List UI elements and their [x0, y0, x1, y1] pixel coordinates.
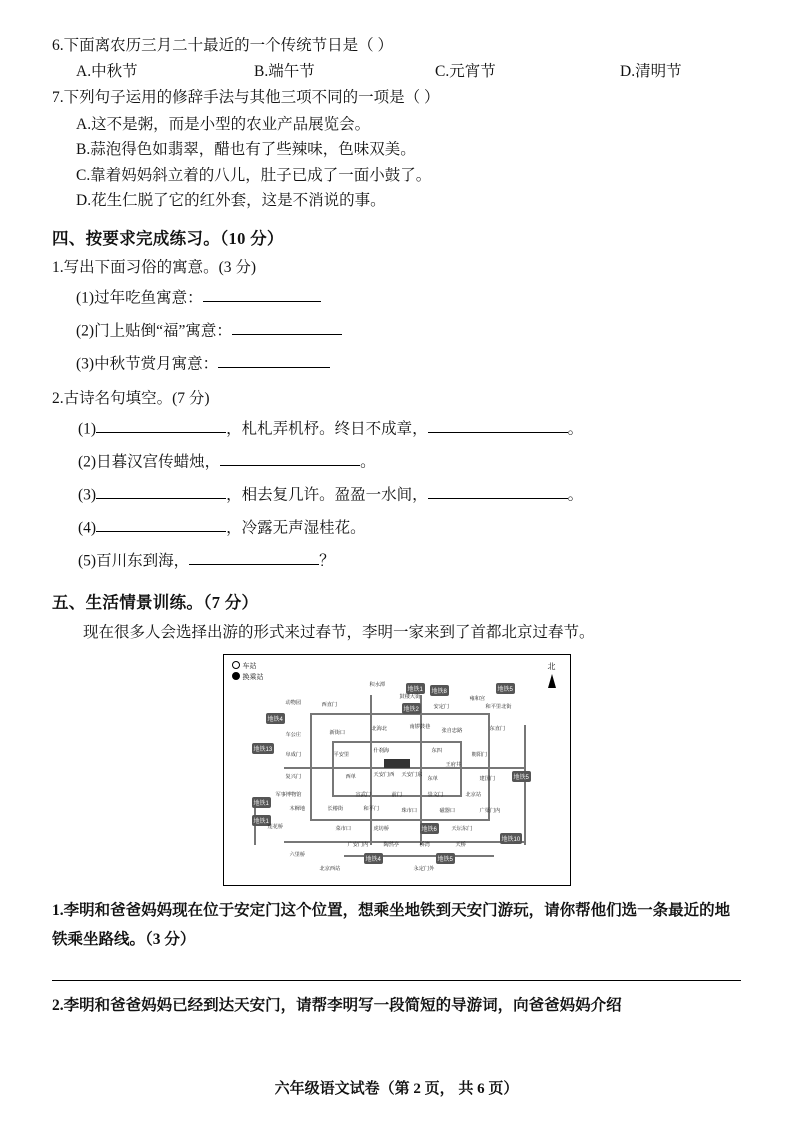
map-line-tag: 地铁2	[402, 703, 421, 714]
map-station-label: 阜成门	[285, 751, 302, 758]
answer-blank[interactable]	[96, 482, 226, 499]
map-station-label: 东单	[427, 775, 438, 782]
map-station-label: 北海北	[371, 725, 388, 732]
answer-blank[interactable]	[203, 285, 321, 302]
map-station-label: 珠市口	[401, 807, 418, 814]
map-station-label: 北京西站	[319, 865, 341, 872]
option-c: C.元宵节	[435, 63, 496, 81]
poem-4-pre: (4)	[78, 518, 97, 536]
legend-transfer-label: 换乘站	[242, 674, 264, 682]
answer-blank[interactable]	[232, 318, 342, 335]
map-station-label: 鼓楼大街	[399, 693, 421, 700]
question-6-stem: 6.下面离农历三月二十最近的一个传统节日是（ ）	[52, 37, 394, 54]
map-line-tag: 地铁5	[496, 683, 515, 694]
answer-blank[interactable]	[428, 416, 568, 433]
map-station-label: 长椿街	[327, 805, 344, 812]
option-d: D.清明节	[620, 63, 682, 81]
map-station-label: 菜市口	[335, 825, 352, 832]
map-station-label: 西单	[345, 773, 356, 780]
map-station-label: 积水潭	[369, 681, 386, 688]
map-line-segment	[332, 741, 462, 743]
map-station-label: 天桥	[455, 841, 466, 848]
question-7-stem: 7.下列句子运用的修辞手法与其他三项不同的一项是（ ）	[52, 89, 440, 107]
map-station-label: 和平里北街	[485, 703, 512, 710]
map-line-tag: 地铁1	[406, 683, 425, 694]
map-line-segment	[370, 695, 372, 845]
map-station-label: 动物园	[285, 699, 302, 706]
beijing-subway-map	[223, 654, 571, 886]
map-station-label: 西直门	[321, 701, 338, 708]
map-line-tag: 地铁13	[252, 743, 275, 754]
station-dot-icon	[232, 661, 240, 669]
page-footer: 六年级语文试卷（第 2 页， 共 6 页）	[274, 1081, 519, 1097]
map-station-label: 复兴门	[285, 773, 302, 780]
map-line-segment	[284, 841, 524, 843]
map-station-label: 安定门	[433, 703, 450, 710]
poem-3-mid: ，相去复几许。盈盈一水间，	[226, 485, 428, 503]
question-7-option-b: B.蒜泡得色如翡翠，醋也有了些辣味，色味双美。	[76, 141, 416, 159]
section-4-item-1-label: 1.写出下面习俗的寓意。(3 分)	[52, 258, 257, 276]
map-line-segment	[460, 741, 462, 797]
answer-blank[interactable]	[218, 351, 330, 368]
map-station-label: 六里桥	[289, 851, 306, 858]
map-station-label: 永定门外	[413, 865, 435, 872]
map-station-label: 天坛东门	[451, 825, 473, 832]
section-5-title: 五、生活情景训练。（7 分）	[52, 592, 259, 612]
poem-line-4	[52, 515, 741, 541]
map-station-label: 桥湾	[419, 841, 430, 848]
map-line-tag: 地铁4	[266, 713, 285, 724]
poem-1-mid: ，札札弄机杼。终日不成章，	[226, 419, 428, 437]
map-station-label: 朝阳门	[471, 751, 488, 758]
north-label: 北	[547, 661, 556, 671]
map-line-tag: 地铁4	[364, 853, 383, 864]
poem-1-pre: (1)	[78, 419, 97, 437]
map-station-label: 东直门	[489, 725, 506, 732]
poem-2-pre: (2)日暮汉宫传蜡烛，	[78, 452, 221, 470]
answer-rule[interactable]	[52, 980, 741, 981]
map-station-label: 北京站	[465, 791, 482, 798]
map-line-tag: 地铁6	[420, 823, 439, 834]
map-station-label: 新街口	[329, 729, 346, 736]
map-station-label: 王府井	[445, 761, 462, 768]
question-7-option-d: D.花生仁脱了它的红外套，这是不消说的事。	[76, 191, 386, 209]
map-station-label: 天安门西	[373, 771, 395, 778]
poem-line-3	[52, 482, 741, 508]
map-dense-area	[384, 759, 410, 768]
poem-5-pre: (5)百川东到海，	[78, 552, 190, 570]
section-5-question-2: 2.李明和爸爸妈妈已经到达天安门，请帮李明写一段简短的导游词，向爸爸妈妈介绍	[52, 997, 622, 1015]
map-station-label: 木樨地	[289, 805, 306, 812]
poem-3-pre: (3)	[78, 485, 97, 503]
section-4-title: 四、按要求完成练习。（10 分）	[52, 228, 284, 248]
map-line-tag: 地铁1	[252, 815, 271, 826]
poem-5-post: ？	[319, 552, 335, 570]
sub-2-text: (2)门上贴倒“福”寓意：	[76, 321, 232, 339]
map-station-label: 宣武门	[355, 791, 372, 798]
legend-station-label: 车站	[242, 662, 257, 670]
map-station-label: 陶然亭	[383, 841, 400, 848]
map-station-label: 建国门	[479, 775, 496, 782]
question-7-option-a: A.这不是粥，而是小型的农业产品展览会。	[76, 116, 371, 134]
map-station-label: 虎坊桥	[373, 825, 390, 832]
map-station-label: 前门	[391, 791, 402, 798]
sub-3-text: (3)中秋节赏月寓意：	[76, 354, 219, 372]
poem-2-post: 。	[360, 452, 376, 470]
map-station-label: 东四	[431, 747, 442, 754]
section-4-item-1-sub-1	[52, 285, 741, 311]
north-arrow-icon	[548, 674, 556, 688]
subway-map-wrapper	[52, 654, 741, 886]
option-b: B.端午节	[254, 63, 315, 81]
transfer-dot-icon	[232, 672, 240, 680]
section-5-intro: 现在很多人会选择出游的形式来过春节，李明一家来到了首都北京过春节。	[83, 623, 595, 641]
section-4-item-1-sub-2	[52, 318, 741, 344]
map-station-label: 天安门东	[401, 771, 423, 778]
question-6-options	[52, 60, 741, 83]
poem-line-2	[52, 449, 741, 475]
map-station-label: 崇文门	[427, 791, 444, 798]
answer-blank[interactable]	[96, 515, 226, 532]
map-station-label: 军事博物馆	[275, 791, 302, 798]
section-4-item-1-sub-3	[52, 351, 741, 377]
map-station-label: 莲花桥	[267, 823, 284, 830]
map-station-label: 平安里	[333, 751, 350, 758]
map-line-tag: 地铁1	[252, 797, 271, 808]
map-line-segment	[310, 819, 490, 821]
poem-3-post: 。	[567, 485, 584, 503]
map-line-tag: 地铁10	[500, 833, 523, 844]
section-5-question-1: 1.李明和爸爸妈妈现在位于安定门这个位置，想乘坐地铁到天安门游玩，请你帮他们选一条最近的地铁乘坐路线。（3 分）	[52, 901, 731, 949]
map-station-label: 和平门	[363, 805, 380, 812]
map-line-segment	[332, 741, 334, 797]
sub-1-text: (1)过年吃鱼寓意：	[76, 288, 203, 306]
poem-line-1	[52, 416, 741, 442]
poem-1-post: 。	[567, 419, 584, 437]
map-line-tag: 地铁5	[436, 853, 455, 864]
map-station-label: 雍和宫	[469, 695, 486, 702]
map-station-label: 磁器口	[439, 807, 456, 814]
map-station-label: 广安门内	[347, 841, 369, 848]
map-station-label: 什刹海	[373, 747, 390, 754]
question-7-option-c: C.靠着妈妈斜立着的八儿，肚子已成了一面小鼓了。	[76, 166, 432, 184]
answer-blank[interactable]	[96, 416, 226, 433]
answer-blank[interactable]	[189, 548, 319, 565]
map-legend	[232, 661, 264, 684]
map-line-segment	[310, 713, 490, 715]
answer-blank[interactable]	[220, 449, 360, 466]
map-station-label: 南锣鼓巷	[409, 723, 431, 730]
answer-blank[interactable]	[428, 482, 568, 499]
poem-4-mid: ，冷露无声湿桂花。	[226, 518, 366, 536]
section-4-item-2-label: 2.古诗名句填空。(7 分)	[52, 389, 210, 407]
map-line-segment	[524, 725, 526, 845]
map-line-tag: 地铁8	[430, 685, 449, 696]
map-station-label: 张自忠路	[441, 727, 463, 734]
map-station-label: 广渠门内	[479, 807, 501, 814]
north-indicator	[548, 661, 556, 688]
map-line-tag: 地铁5	[512, 771, 531, 782]
poem-line-5	[52, 548, 741, 574]
map-station-label: 车公庄	[285, 731, 302, 738]
option-a: A.中秋节	[76, 63, 138, 81]
